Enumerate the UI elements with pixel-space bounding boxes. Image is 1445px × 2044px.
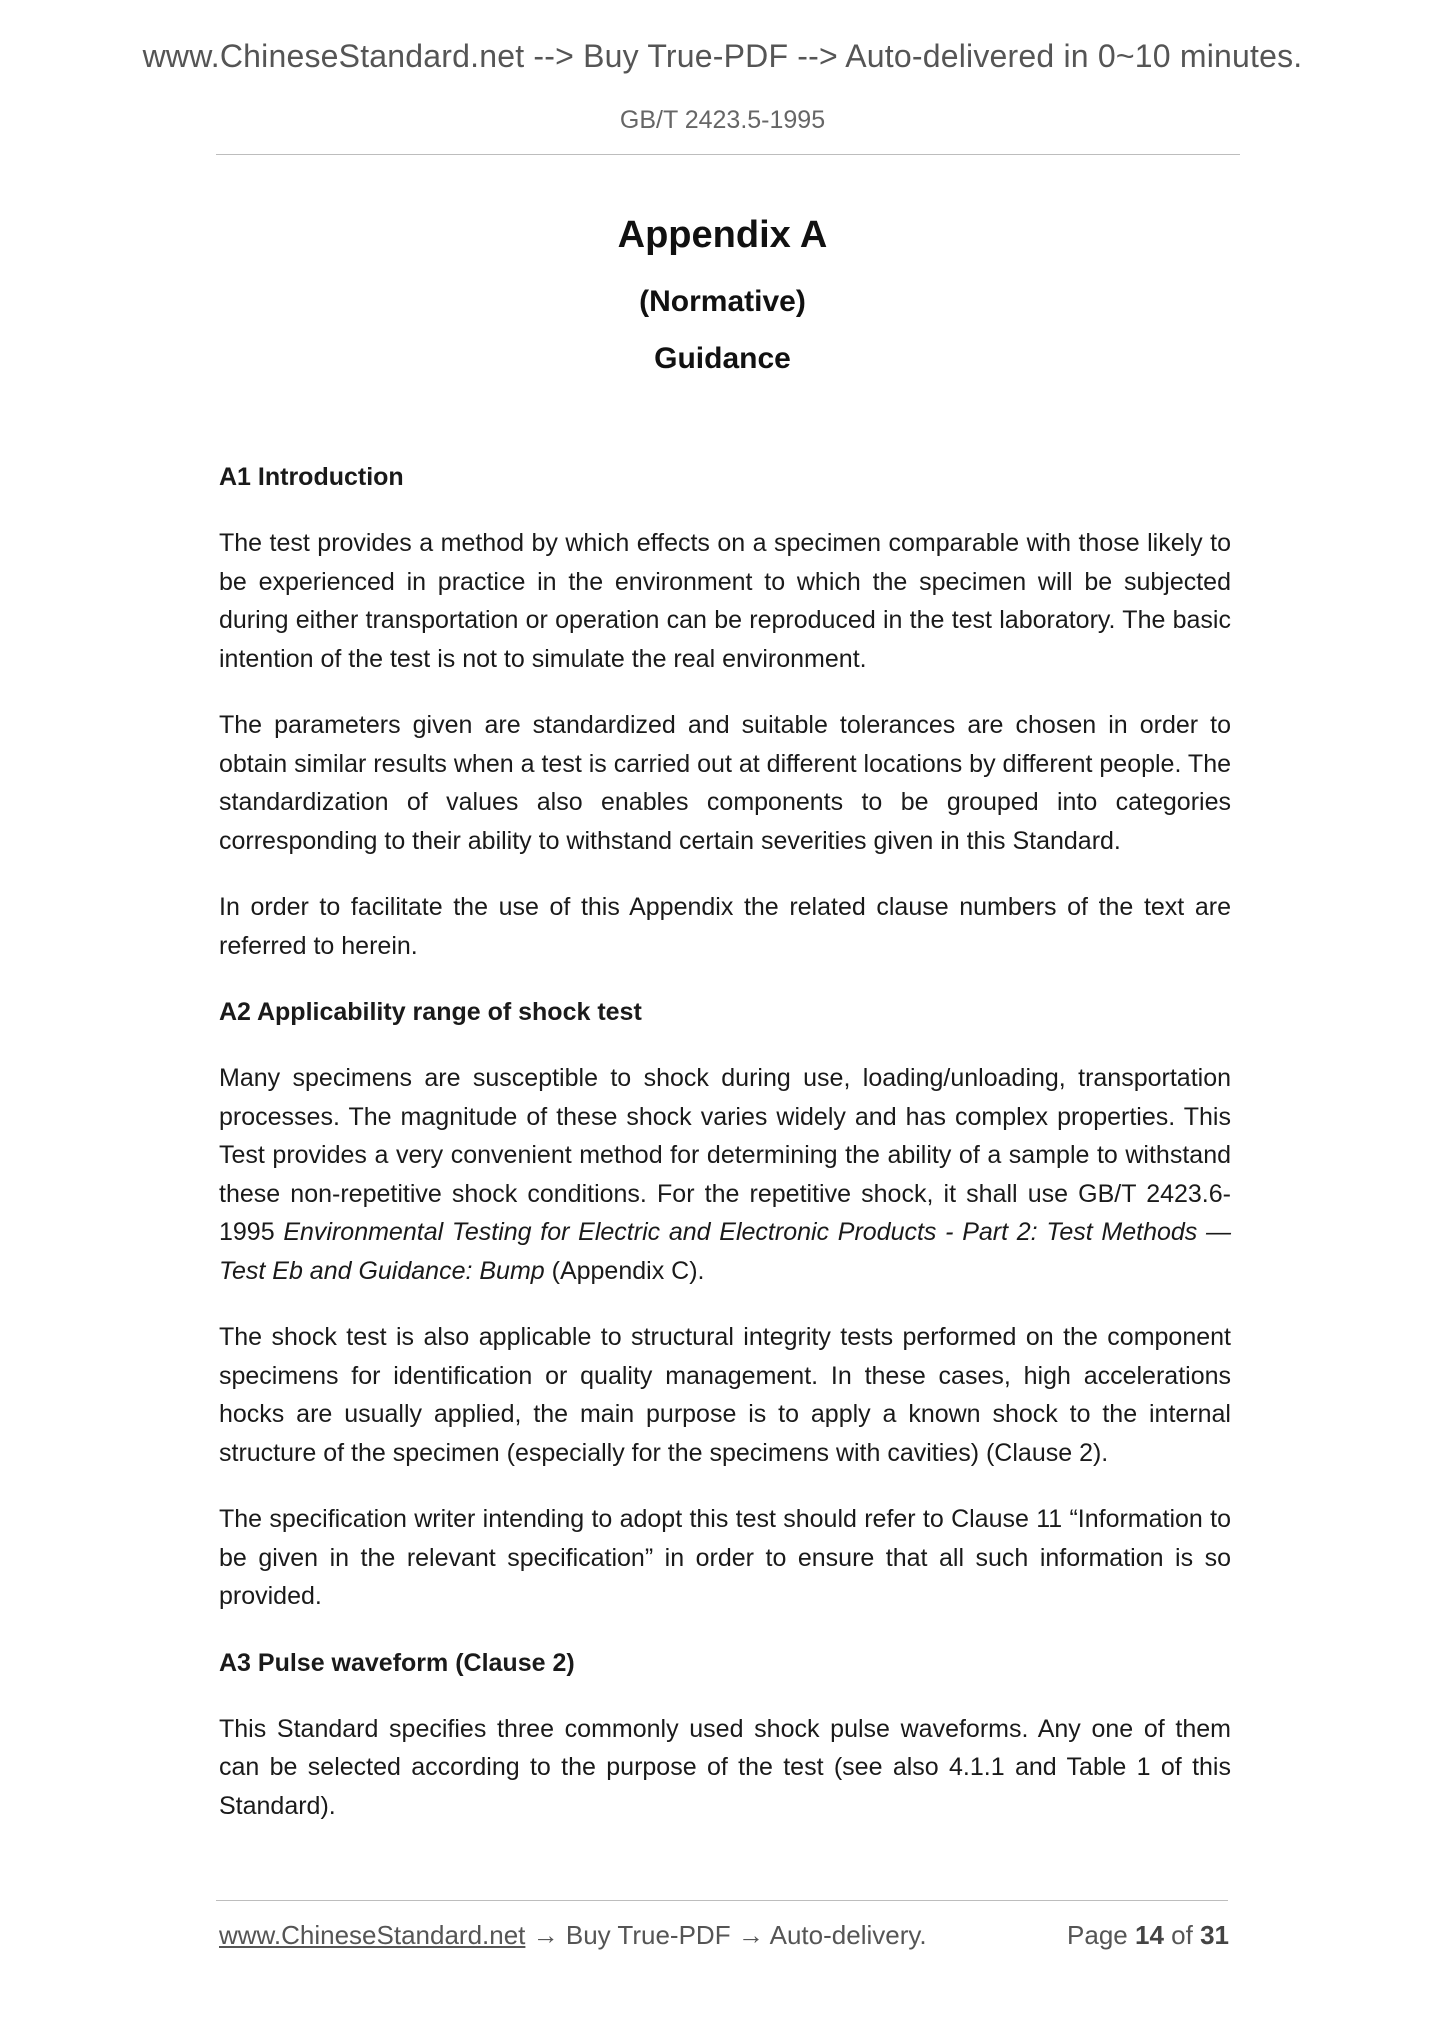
section-heading-a3: A3 Pulse waveform (Clause 2)	[219, 1648, 575, 1677]
footer-site-link[interactable]: www.ChineseStandard.net	[219, 1920, 526, 1950]
paragraph-a2-1	[219, 1059, 1231, 1290]
paragraph-a1-1: The test provides a method by which effects on a specimen comparable with those likely to be experienced in practice in the environment to which the specimen will be subjected during either transportation or operation can be reproduced in the test laboratory. The basic intention of the test is not to simulate the real environment.	[219, 529, 1231, 673]
paragraph-a1-3: In order to facilitate the use of this Appendix the related clause numbers of the text are referred to herein.	[219, 893, 1231, 960]
appendix-subtitle: Guidance	[654, 342, 791, 375]
standard-code: GB/T 2423.5-1995	[619, 106, 826, 134]
page-indicator	[1067, 1920, 1229, 1951]
page-total: 31	[1200, 1920, 1229, 1950]
arrow-right-icon: →	[737, 1920, 764, 1950]
of-label: of	[1171, 1920, 1193, 1950]
appendix-title: Appendix A	[617, 214, 828, 256]
page-label: Page	[1067, 1920, 1128, 1950]
paragraph-a1-2: The parameters given are standardized and suitable tolerances are chosen in order to obtain similar results when a test is carried out at different locations by different people. The standardization of values also enables components to be grouped into categories corresponding to their ability to withstand certain severities given in this Standard.	[219, 711, 1231, 855]
paragraph-a3-1: This Standard specifies three commonly used shock pulse waveforms. Any one of them can be selected according to the purpose of the test (see also 4.1.1 and Table 1 of this Standard).	[219, 1714, 1231, 1820]
header-divider	[216, 154, 1240, 155]
appendix-type: (Normative)	[639, 285, 806, 318]
section-heading-a2: A2 Applicability range of shock test	[219, 998, 642, 1026]
paragraph-a2-1-text: Many specimens are susceptible to shock during use, loading/unloading, transportation processes. The magnitude of these shock varies widely and has complex properties. This Test provides a very convenient method for determining the ability of a sample to withstand these non-repetitive shock conditions. For the repetitive shock, it shall use GB/T 2423.6-1995	[219, 1064, 1231, 1246]
paragraph-a2-1-end: (Appendix C).	[544, 1256, 705, 1285]
arrow-right-icon: →	[532, 1920, 559, 1950]
site-banner: www.ChineseStandard.net --> Buy True-PDF --> Auto-delivered in 0~10 minutes.	[142, 38, 1303, 74]
page-number: 14	[1135, 1920, 1164, 1950]
footer-divider	[216, 1900, 1228, 1901]
referenced-standard-title: Environmental Testing for Electric and Electronic Products - Part 2: Test Methods —Test Eb and Guidance: Bump	[219, 1218, 1232, 1285]
paragraph-a2-3: The specification writer intending to adopt this test should refer to Clause 11 “Information to be given in the relevant specification” in order to ensure that all such information is so provided.	[219, 1505, 1231, 1610]
footer-promo	[219, 1920, 927, 1951]
section-heading-a1: A1 Introduction	[219, 463, 404, 491]
footer-buy-text: Buy True-PDF	[565, 1920, 731, 1950]
document-body	[219, 458, 1231, 1853]
footer-delivery-text: Auto-delivery.	[769, 1920, 927, 1950]
paragraph-a2-2: The shock test is also applicable to structural integrity tests performed on the component specimens for identification or quality management. In these cases, high accelerations hocks are usually applied, the main purpose is to apply a known shock to the internal structure of the specimen (especially for the specimens with cavities) (Clause 2).	[219, 1323, 1231, 1467]
